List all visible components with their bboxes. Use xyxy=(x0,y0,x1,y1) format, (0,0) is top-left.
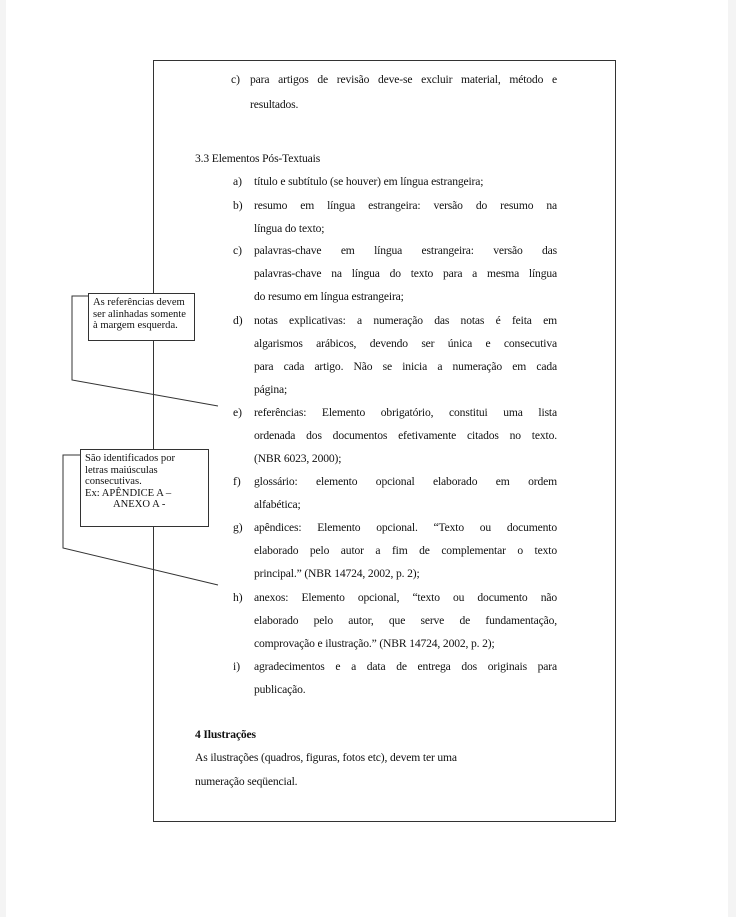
text-line: comprovação e ilustração.” (NBR 14724, 2002, p. 2); xyxy=(254,637,495,650)
list-marker: i) xyxy=(233,660,241,673)
list-marker: d) xyxy=(233,314,243,327)
list-marker: e) xyxy=(233,406,243,419)
text-line: agradecimentos e a data de entrega dos originais para xyxy=(254,660,557,673)
text-line: elaborado pelo autor a fim de complementar o texto xyxy=(254,544,557,557)
note-line: à margem esquerda. xyxy=(93,320,178,332)
text-line: resultados. xyxy=(250,98,299,111)
text-line: do resumo em língua estrangeira; xyxy=(254,290,404,303)
text-line: palavras-chave na língua do texto para a mesma língua xyxy=(254,267,557,280)
section-heading: 4 Ilustrações xyxy=(195,728,256,741)
note-line: ser alinhadas somente xyxy=(93,308,186,320)
note-line: São identificados por xyxy=(85,453,176,464)
references-note xyxy=(88,293,195,341)
list-marker: f) xyxy=(233,475,241,488)
text-line: anexos: Elemento opcional, “texto ou documento não xyxy=(254,591,557,604)
note-line: letras maiúsculas xyxy=(85,464,158,476)
text-line: para artigos de revisão deve-se excluir material, método e xyxy=(250,73,557,86)
text-line: principal.” (NBR 14724, 2002, p. 2); xyxy=(254,567,420,580)
note-line: Ex: APÊNDICE A – xyxy=(85,487,172,499)
text-line: resumo em língua estrangeira: versão do resumo na xyxy=(254,199,557,212)
text-line: As ilustrações (quadros, figuras, fotos etc), devem ter uma xyxy=(195,751,457,764)
note-line: ANEXO A - xyxy=(113,499,166,511)
section-heading: 3.3 Elementos Pós-Textuais xyxy=(195,152,321,165)
text-line: título e subtítulo (se houver) em língua estrangeira; xyxy=(254,175,484,188)
text-line: língua do texto; xyxy=(254,222,325,235)
list-marker: a) xyxy=(233,175,243,188)
text-line: referências: Elemento obrigatório, constitui uma lista xyxy=(254,406,557,419)
text-line: glossário: elemento opcional elaborado em ordem xyxy=(254,475,557,488)
text-line: palavras-chave em língua estrangeira: versão das xyxy=(254,244,557,257)
list-marker: c) xyxy=(233,244,243,257)
text-line: (NBR 6023, 2000); xyxy=(254,452,342,465)
text-line: publicação. xyxy=(254,683,306,696)
text-line: apêndices: Elemento opcional. “Texto ou documento xyxy=(254,521,557,534)
text-line: elaborado pelo autor, que serve de fundamentação, xyxy=(254,614,557,627)
list-marker: h) xyxy=(233,591,243,604)
text-line: alfabética; xyxy=(254,498,301,511)
text-line: notas explicativas: a numeração das notas é feita em xyxy=(254,314,557,327)
appendix-note xyxy=(80,449,209,527)
text-line: página; xyxy=(254,383,288,396)
text-line: algarismos arábicos, devendo ser única e consecutiva xyxy=(254,337,557,350)
note-line: As referências devem xyxy=(93,297,185,308)
list-marker: c) xyxy=(231,73,241,86)
text-line: ordenada dos documentos efetivamente citados no texto. xyxy=(254,429,557,442)
list-marker: g) xyxy=(233,521,243,534)
note-line: consecutivas. xyxy=(85,476,142,488)
text-line: numeração seqüencial. xyxy=(195,775,298,788)
list-marker: b) xyxy=(233,199,243,212)
text-line: para cada artigo. Não se inicia a numeração em cada xyxy=(254,360,557,373)
